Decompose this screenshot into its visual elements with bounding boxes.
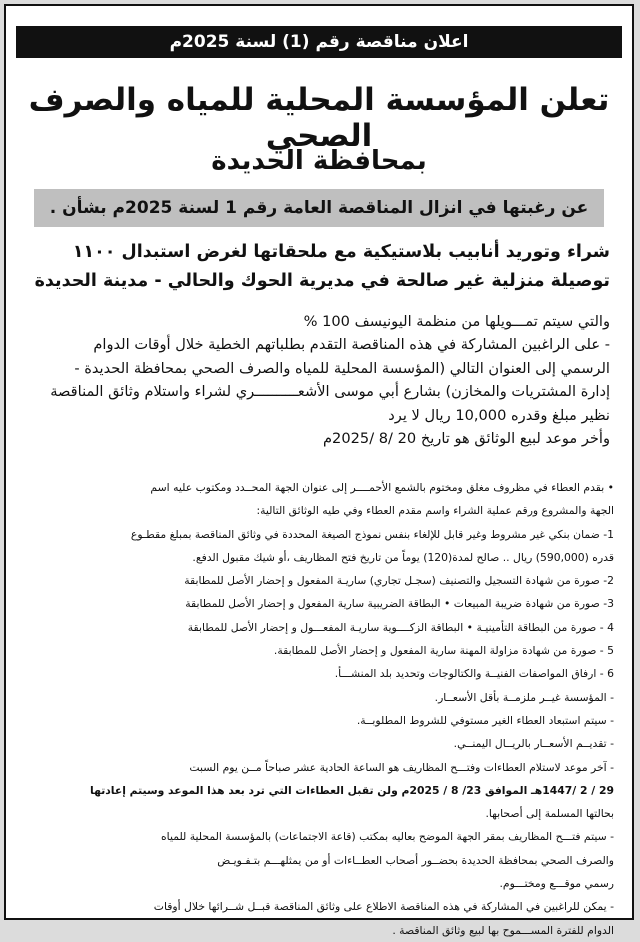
subject-line: توصيلة منزلية غير صالحة في مديرية الحوك والحالي - مدينة الحديدة (34, 271, 610, 291)
condition-line: 3- صورة من شهادة ضريبة المبيعات • البطاقة الضريبية سارية المفعول و إحضار الأصل للمطابقة (185, 597, 614, 611)
condition-line: • بقدم العطاء في مظروف مغلق ومختوم بالشمع الأحمــــر إلى عنوان الجهة المحــدد ومكتوب عليه اسم (150, 481, 614, 494)
condition-line: - سيتم فتـــح المظاريف بمقر الجهة الموضح بعاليه بمكتب (قاعة الاجتماعات) بالمؤسسة المحلية للمياه (161, 830, 614, 844)
intro-line: نظير مبلغ وقدره 10,000 ريال لا يرد (388, 406, 610, 424)
condition-line: - المؤسسة غيــر ملزمــة بأقل الأسعــار. (434, 690, 614, 704)
intro-line: إدارة المشتريات والمخازن) بشارع أبي موسى الأشعــــــــــري لشراء واستلام وثائق المناقصة (50, 383, 610, 401)
conditions-list (20, 476, 614, 942)
condition-line: الجهة والمشروع ورقم عملية الشراء واسم مقدم العطاء وفي طيه الوثائق التالية: (256, 504, 614, 518)
condition-line: - تقديــم الأسعــار بالريــال اليمنــي. (453, 737, 614, 751)
header-bar: اعلان مناقصة رقم (1) لسنة 2025م (16, 26, 622, 58)
condition-line: رسمي موقـــع ومختـــوم. (499, 877, 614, 891)
intro-line: - على الراغبين المشاركة في هذه المناقصة التقدم بطلباتهم الخطية خلال أوقات الدوام (93, 336, 610, 354)
condition-line: 2- صورة من شهادة التسجيل والتصنيف (سجـل تجاري) ساريـة المفعول و إحضار الأصل للمطابقة (184, 574, 614, 588)
condition-line: قدره (590,000) ريال .. صالح لمدة(120) يوماً من تاريخ فتح المظاريف ،أو شيك مقبول الدفع. (192, 550, 614, 564)
intro-line: وأخر موعد لبيع الوثائق هو تاريخ 20 /8 /2025م (323, 430, 610, 448)
condition-line: 1- ضمان بنكي غير مشروط وغير قابل للإلغاء بنفس نموذج الصيغة المحددة في وثائق المناقصة بمبلغ مقطـوع (130, 527, 614, 541)
condition-line: - يمكن للراغبين في المشاركة في هذه المناقصة الاطلاع على وثائق المناقصة قبــل شــرائها خلال أوقات (153, 900, 614, 914)
condition-line: 5 - صورة من شهادة مزاولة المهنة سارية المفعول و إحضار الأصل للمطابقة. (273, 644, 614, 658)
condition-line: 4 - صورة من البطاقة التأمينيـة • البطاقة الزكــــوية ساريـة المفعـــول و إحضار الأصل للمطابقة (187, 620, 614, 634)
condition-line: والصرف الصحي بمحافظة الحديدة بحضــور أصحاب العطــاءات أو من يمثلهـــم بتـفـويـض (217, 853, 614, 867)
main-title: تعلن المؤسسة المحلية للمياه والصرف الصحي (28, 82, 610, 154)
intro-block (22, 310, 610, 450)
governorate-title: بمحافظة الحديدة (211, 146, 427, 176)
subject-line: شراء وتوريد أنابيب بلاستيكية مع ملحقاتها لغرض استبدال ١١٠٠ (72, 242, 610, 262)
intro-line: والتي سيتم تمـــويلها من منظمة اليونيسف 100 % (303, 313, 610, 330)
intent-banner: عن رغبتها في انزال المناقصة العامة رقم 1 لسنة 2025م بشأن . (34, 189, 604, 227)
condition-line: الدوام للفترة المســـموح بها لبيع وثائق المناقصة . (392, 923, 614, 937)
intro-line: الرسمي إلى العنوان التالي (المؤسسة المحلية للمياه والصرف الصحي بمحافظة الحديدة - (74, 359, 610, 377)
condition-line: - آخر موعد لاستلام العطاءات وفتـــح المظاريف هو الساعة الحادية عشر صباحاً مــن يوم السبت (189, 760, 614, 774)
condition-line: 6 - ارفاق المواصفات الفنيــة والكتالوجات وتحديد بلد المنشـــأ. (334, 667, 614, 681)
tender-announcement (4, 4, 634, 937)
subject-block (22, 238, 610, 296)
condition-line: 29 / 2 /1447هـ الموافق 23/ 8 / 2025م ولن تقبل العطاءات التي ترد بعد هذا الموعد وسيتم إعادتها (90, 783, 614, 797)
condition-line: بحالتها المسلمة إلى أصحابها. (485, 807, 614, 821)
condition-line: - سيتم استبعاد العطاء الغير مستوفي للشروط المطلوبــة. (356, 713, 614, 727)
